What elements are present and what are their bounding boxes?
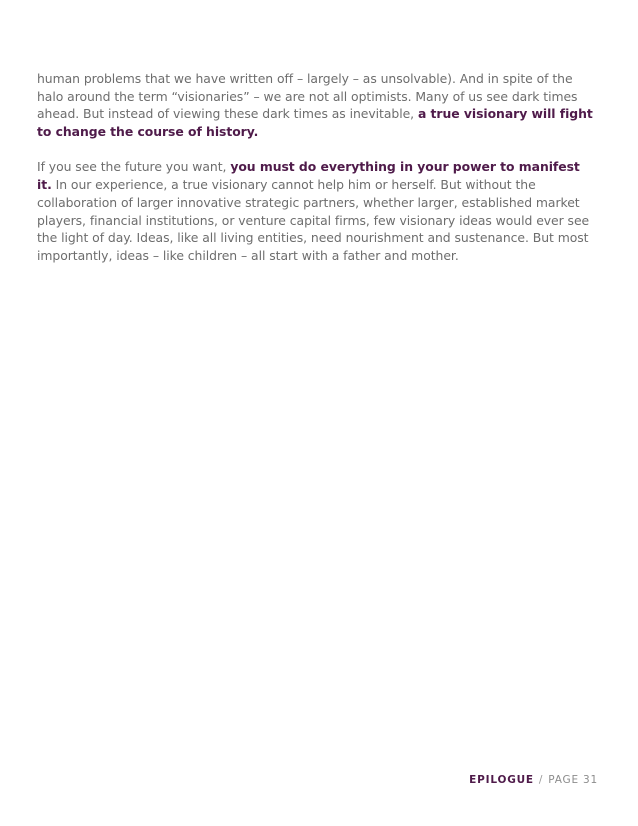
paragraph-2 — [37, 158, 597, 264]
paragraph-2-emphasis: you must do everything in your power to manifest it. — [37, 159, 580, 193]
paragraph-1-emphasis: a true visionary will fight to change the course of history. — [37, 106, 593, 140]
footer-section-title: EPILOGUE — [469, 774, 534, 786]
page-number: 31 — [583, 774, 598, 786]
paragraph-2-intro: If you see the future you want, — [37, 159, 231, 175]
body-text — [37, 70, 597, 265]
page-footer — [469, 774, 598, 786]
paragraph-1-text: human problems that we have written off – largely – as unsolvable). And in spite of the halo around the term “visionaries” – we are not all optimists. Many of us see dark times ahead. But instead of viewing these dark times as inevitable, — [37, 71, 578, 122]
paragraph-2-text: In our experience, a true visionary cannot help him or herself. But without the collaboration of larger innovative strategic partners, whether larger, established market players, financial institutions, or venture capital firms, few visionary ideas would ever see the light of day. Ideas, like all living entities, need nourishment and sustenance. But most importantly, ideas – like children – all start with a father and mother. — [37, 177, 590, 263]
footer-separator: / — [538, 774, 544, 786]
footer-page-label: PAGE — [548, 774, 579, 786]
paragraph-1 — [37, 70, 597, 141]
